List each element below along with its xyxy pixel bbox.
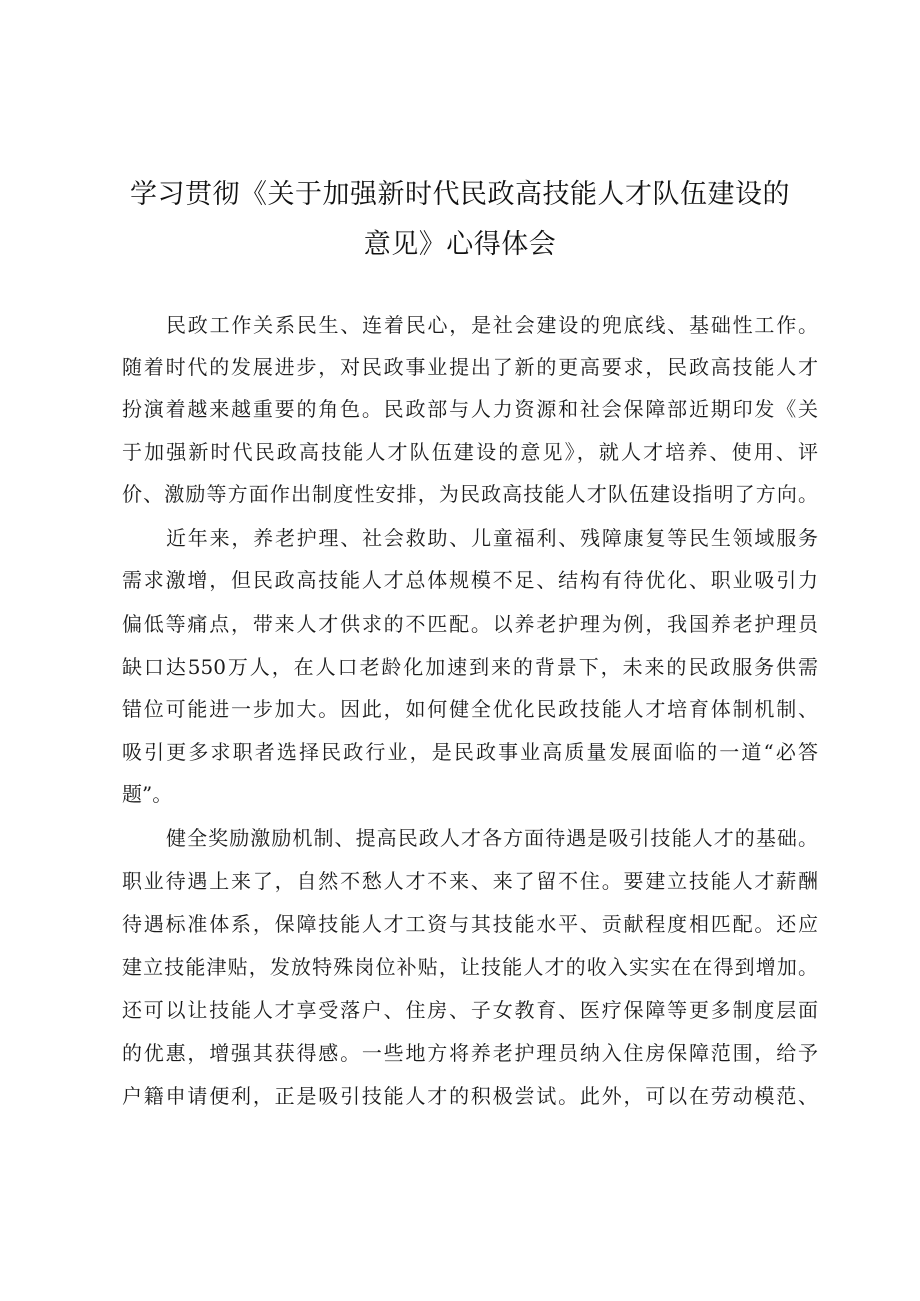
paragraph-line: 职业待遇上来了，自然不愁人才不来、来了留不住。要建立技能人才薪酬 [122,869,818,893]
paragraph-line: 需求激增，但民政高技能人才总体规模不足、结构有待优化、职业吸引力 [122,568,818,592]
paragraph-line: 近年来，养老护理、社会救助、儿童福利、残障康复等民生领域服务 [166,526,818,550]
paragraph-line: 于加强新时代民政高技能人才队伍建设的意见》，就人才培养、使用、评 [122,440,818,464]
paragraph-line: 错位可能进一步加大。因此，如何健全优化民政技能人才培育体制机制、 [122,697,818,721]
paragraph-line: 户籍申请便利，正是吸引技能人才的积极尝试。此外，可以在劳动模范、 [122,1084,818,1108]
paragraph-line: 缺口达550万人，在人口老龄化加速到来的背景下，未来的民政服务供需 [122,655,818,679]
document-title-line-2: 意见》心得体会 [363,229,557,260]
paragraph-line: 民政工作关系民生、连着民心，是社会建设的兜底线、基础性工作。 [166,313,818,337]
paragraph-line: 偏低等痛点，带来人才供求的不匹配。以养老护理为例，我国养老护理员 [122,612,818,636]
paragraph-line: 吸引更多求职者选择民政行业，是民政事业高质量发展面临的一道“必答 [122,740,818,764]
paragraph-line: 待遇标准体系，保障技能人才工资与其技能水平、贡献程度相匹配。还应 [122,912,818,936]
paragraph-line: 的优惠，增强其获得感。一些地方将养老护理员纳入住房保障范围，给予 [122,1041,818,1065]
paragraph-line: 扮演着越来越重要的角色。民政部与人力资源和社会保障部近期印发《关 [122,397,818,421]
paragraph-line: 还可以让技能人才享受落户、住房、子女教育、医疗保障等更多制度层面 [122,998,818,1022]
paragraph-line: 健全奖励激励机制、提高民政人才各方面待遇是吸引技能人才的基础。 [166,826,818,850]
paragraph-line: 题”。 [122,782,173,806]
paragraph-line: 价、激励等方面作出制度性安排，为民政高技能人才队伍建设指明了方向。 [122,482,818,506]
paragraph-line: 建立技能津贴，发放特殊岗位补贴，让技能人才的收入实实在在得到增加。 [122,955,818,979]
document-title-line-1: 学习贯彻《关于加强新时代民政高技能人才队伍建设的 [130,179,790,210]
paragraph-line: 随着时代的发展进步，对民政事业提出了新的更高要求，民政高技能人才 [122,355,818,379]
